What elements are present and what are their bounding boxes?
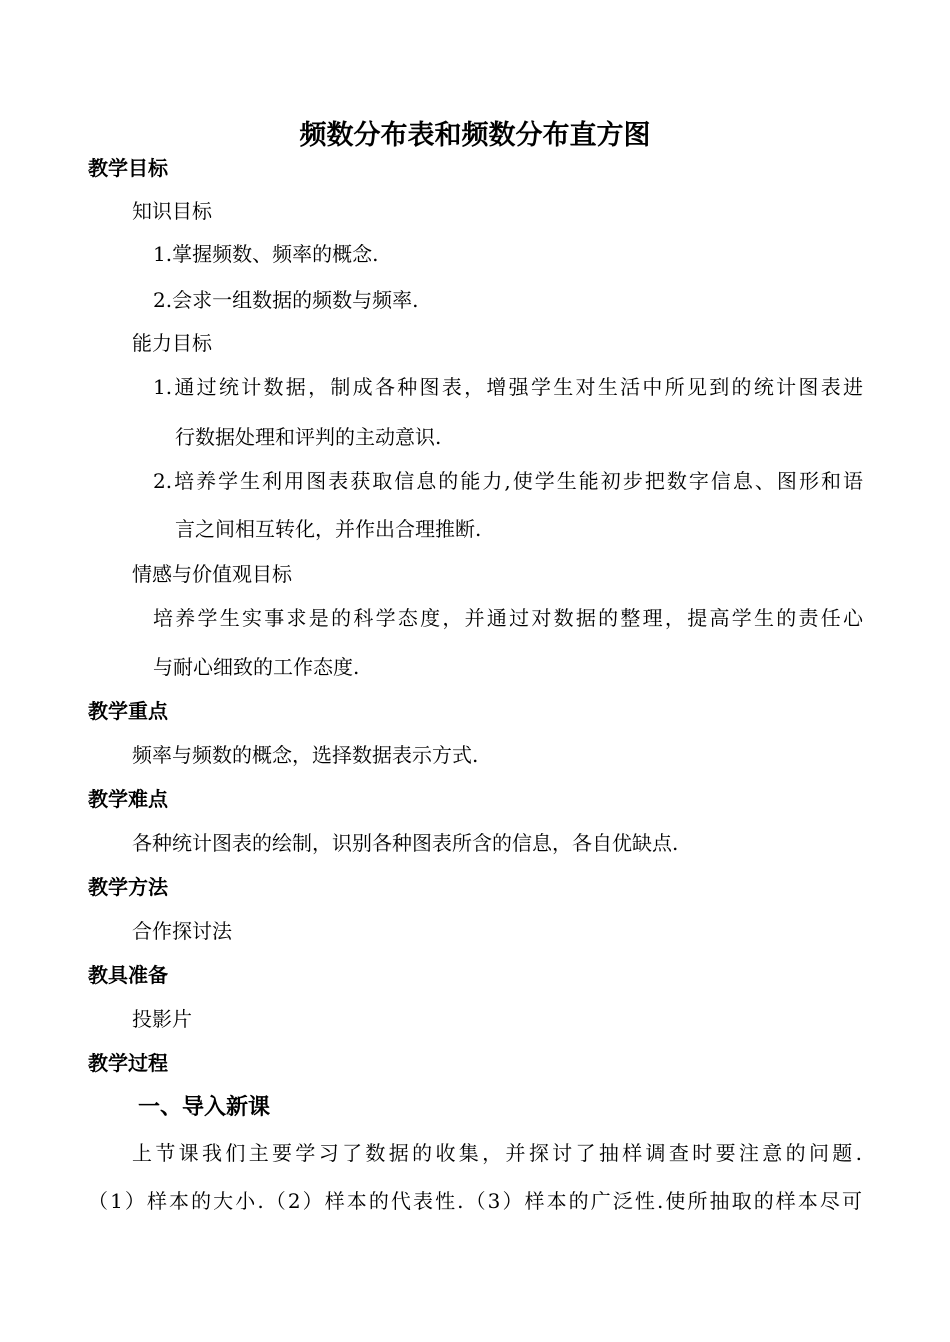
ability-item-1-line1: 1.通过统计数据，制成各种图表，增强学生对生活中所见到的统计图表进	[153, 375, 863, 399]
section-heading-difficulties: 教学难点	[88, 787, 168, 811]
emotion-line1: 培养学生实事求是的科学态度，并通过对数据的整理，提高学生的责任心	[153, 606, 863, 630]
section-heading-method: 教学方法	[88, 875, 168, 899]
section-heading-key-points: 教学重点	[88, 699, 168, 723]
process-paragraph-line2: （1）样本的大小.（2）样本的代表性.（3）样本的广泛性.使所抽取的样本尽可	[88, 1189, 862, 1213]
emotion-line2: 与耐心细致的工作态度.	[153, 655, 360, 679]
knowledge-item-2: 2.会求一组数据的频数与频率.	[153, 288, 419, 312]
knowledge-objectives-label: 知识目标	[132, 199, 212, 223]
knowledge-item-1: 1.掌握频数、频率的概念.	[153, 242, 379, 266]
section-heading-tools: 教具准备	[88, 963, 168, 987]
ability-item-1-line2: 行数据处理和评判的主动意识.	[175, 425, 442, 449]
key-points-text: 频率与频数的概念，选择数据表示方式.	[132, 743, 479, 767]
process-part1-title: 一、导入新课	[138, 1095, 271, 1120]
ability-item-2-line2: 言之间相互转化，并作出合理推断.	[175, 517, 482, 541]
section-heading-process: 教学过程	[88, 1051, 168, 1075]
ability-item-2-line1: 2.培养学生利用图表获取信息的能力,使学生能初步把数字信息、图形和语	[153, 469, 863, 493]
tools-text: 投影片	[132, 1007, 192, 1031]
difficulties-text: 各种统计图表的绘制，识别各种图表所含的信息，各自优缺点.	[132, 831, 679, 855]
process-paragraph-line1: 上节课我们主要学习了数据的收集，并探讨了抽样调查时要注意的问题.	[132, 1141, 862, 1165]
ability-objectives-label: 能力目标	[132, 331, 212, 355]
method-text: 合作探讨法	[132, 919, 232, 943]
emotion-objectives-label: 情感与价值观目标	[132, 562, 292, 586]
section-heading-objectives: 教学目标	[88, 156, 168, 180]
page-title: 频数分布表和频数分布直方图	[299, 120, 651, 151]
